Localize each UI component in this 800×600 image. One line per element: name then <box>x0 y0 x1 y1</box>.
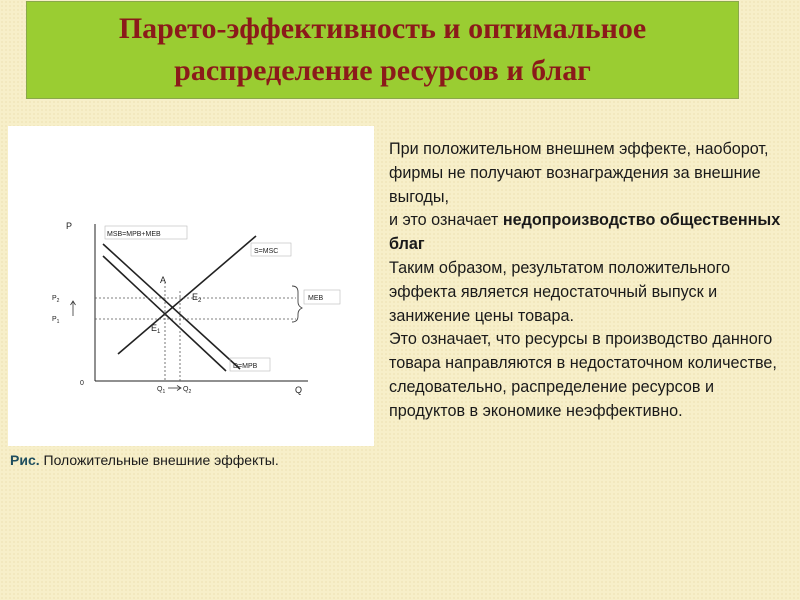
point-a-label: A <box>160 275 167 285</box>
demand-label: D=MPB <box>233 363 258 370</box>
p1-label: $P_1$ <box>52 316 60 325</box>
meb-brace <box>292 286 302 322</box>
axis-label-q: Q <box>295 385 303 395</box>
slide-title <box>119 8 646 92</box>
body-emphasis: недопроизводство общественных благ <box>389 211 781 254</box>
msb-label: MSB=MPB+MEB <box>107 231 161 238</box>
title-line-1: Парето-эффективность и оптимальное <box>118 12 647 45</box>
point-e2-label: $E_2$ <box>192 292 202 304</box>
externality-diagram <box>8 126 374 446</box>
body-para-2: Таким образом, результатом положительного эффекта является недостаточный выпуск и занижение цены товара. <box>389 258 731 325</box>
title-line-2: распределение ресурсов и благ <box>174 54 591 87</box>
caption-prefix: Рис. <box>10 452 40 468</box>
meb-label: MEB <box>308 295 324 302</box>
body-para-1b: и это означает <box>389 211 503 230</box>
body-para-1a: При положительном внешнем эффекте, наоборот, фирмы не получают вознаграждения за внешние выгоды, <box>389 140 769 206</box>
supply-label: S=MSC <box>254 248 279 255</box>
title-banner <box>26 1 739 99</box>
p2-label: $P_2$ <box>52 295 60 304</box>
origin-label: 0 <box>80 380 84 387</box>
figure-caption <box>10 452 279 468</box>
q2-label: $Q_2$ <box>183 386 192 395</box>
body-para-3: Это означает, что ресурсы в производство данного товара направляются в недостаточном количестве, следовательно, распределение ресурсов и продуктов в экономике неэффективно. <box>389 330 777 420</box>
caption-text: Положительные внешние эффекты. <box>39 452 279 468</box>
axis-label-p: P <box>66 221 73 231</box>
point-e1-label: $E_1$ <box>151 323 161 335</box>
externality-figure <box>8 126 374 446</box>
supply-line <box>118 236 256 354</box>
q1-label: $Q_1$ <box>157 386 166 395</box>
explanation-text <box>389 138 793 424</box>
